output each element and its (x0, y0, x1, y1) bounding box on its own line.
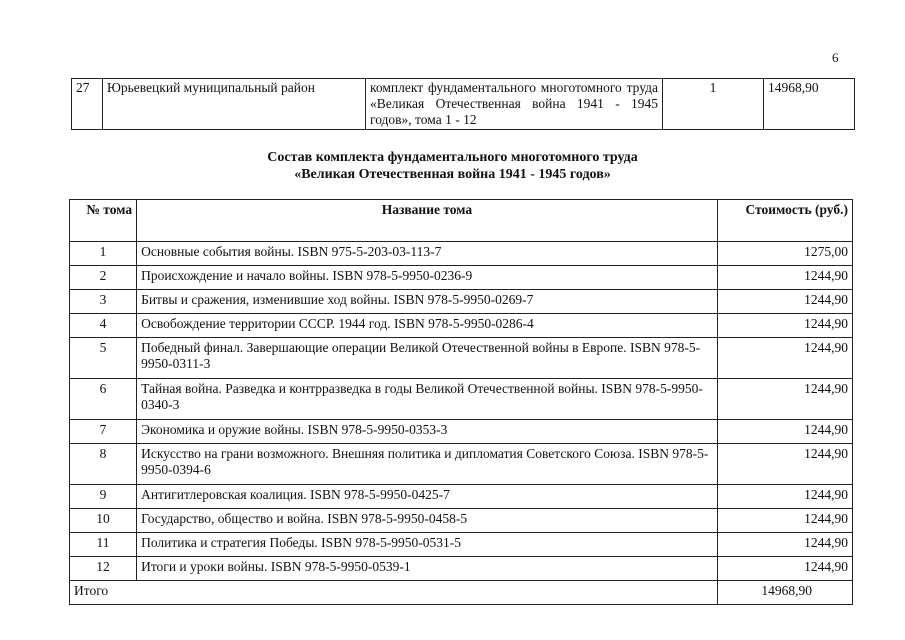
table-row (70, 379, 853, 420)
volume-price: 1244,90 (717, 266, 852, 290)
volume-number: 3 (70, 290, 137, 314)
volume-number: 2 (70, 266, 137, 290)
volume-title: Происхождение и начало войны. ISBN 978-5-9950-0236-9 (137, 266, 718, 290)
item-quantity: 1 (663, 79, 764, 130)
volume-number: 4 (70, 314, 137, 338)
volume-price: 1244,90 (717, 290, 852, 314)
allocation-table (71, 78, 855, 130)
volume-title: Политика и стратегия Победы. ISBN 978-5-9950-0531-5 (137, 533, 718, 557)
table-row (70, 266, 853, 290)
table-row (70, 420, 853, 444)
volume-number: 1 (70, 242, 137, 266)
total-row (70, 581, 853, 605)
section-heading (180, 149, 725, 183)
table-row (70, 290, 853, 314)
heading-line-1: Состав комплекта фундаментального многотомного труда (267, 150, 638, 165)
volume-price: 1244,90 (717, 444, 852, 485)
volume-number: 10 (70, 509, 137, 533)
volumes-body (70, 242, 853, 581)
volume-number: 12 (70, 557, 137, 581)
table-row (70, 338, 853, 379)
heading-line-2: «Великая Отечественная война 1941 - 1945 годов» (294, 167, 611, 182)
page-number: 6 (832, 50, 839, 65)
volume-price: 1244,90 (717, 533, 852, 557)
volume-number: 9 (70, 485, 137, 509)
volume-price: 1244,90 (717, 314, 852, 338)
total-label: Итого (70, 581, 718, 605)
volume-number: 5 (70, 338, 137, 379)
item-sum: 14968,90 (764, 79, 855, 130)
district-name: Юрьевецкий муниципальный район (103, 79, 366, 130)
volume-title: Антигитлеровская коалиция. ISBN 978-5-9950-0425-7 (137, 485, 718, 509)
volume-number: 6 (70, 379, 137, 420)
table-row (70, 509, 853, 533)
header-price: Стоимость (руб.) (717, 200, 852, 242)
table-row (72, 79, 855, 130)
total-value: 14968,90 (717, 581, 852, 605)
volume-title: Экономика и оружие войны. ISBN 978-5-9950-0353-3 (137, 420, 718, 444)
volume-title: Битвы и сражения, изменившие ход войны. ISBN 978-5-9950-0269-7 (137, 290, 718, 314)
header-volume-name: Название тома (137, 200, 718, 242)
table-row (70, 557, 853, 581)
volume-title: Победный финал. Завершающие операции Великой Отечественной войны в Европе. ISBN 978-5-9950-0311-3 (137, 338, 718, 379)
table-row (70, 314, 853, 338)
table-row (70, 242, 853, 266)
volume-title: Итоги и уроки войны. ISBN 978-5-9950-0539-1 (137, 557, 718, 581)
header-volume-no: № тома (70, 200, 137, 242)
volume-title: Тайная война. Разведка и контрразведка в годы Великой Отечественной войны. ISBN 978-5-9950-0340-3 (137, 379, 718, 420)
volume-title: Искусство на грани возможного. Внешняя политика и дипломатия Советского Союза. ISBN 978-5-9950-0394-6 (137, 444, 718, 485)
table-row (70, 485, 853, 509)
volume-title: Освобождение территории СССР. 1944 год. ISBN 978-5-9950-0286-4 (137, 314, 718, 338)
volume-number: 7 (70, 420, 137, 444)
table-row (70, 444, 853, 485)
volume-price: 1244,90 (717, 557, 852, 581)
volume-title: Основные события войны. ISBN 975-5-203-03-113-7 (137, 242, 718, 266)
volumes-table (69, 199, 853, 605)
volume-title: Государство, общество и война. ISBN 978-5-9950-0458-5 (137, 509, 718, 533)
header-row (70, 200, 853, 242)
volume-number: 8 (70, 444, 137, 485)
volume-price: 1244,90 (717, 379, 852, 420)
table-row (70, 533, 853, 557)
volume-number: 11 (70, 533, 137, 557)
item-description: комплект фундаментального многотомного труда «Великая Отечественная война 1941 - 1945 годов», тома 1 - 12 (366, 79, 663, 130)
volume-price: 1244,90 (717, 485, 852, 509)
row-number: 27 (72, 79, 103, 130)
volume-price: 1244,90 (717, 420, 852, 444)
volume-price: 1244,90 (717, 509, 852, 533)
volume-price: 1244,90 (717, 338, 852, 379)
volume-price: 1275,00 (717, 242, 852, 266)
